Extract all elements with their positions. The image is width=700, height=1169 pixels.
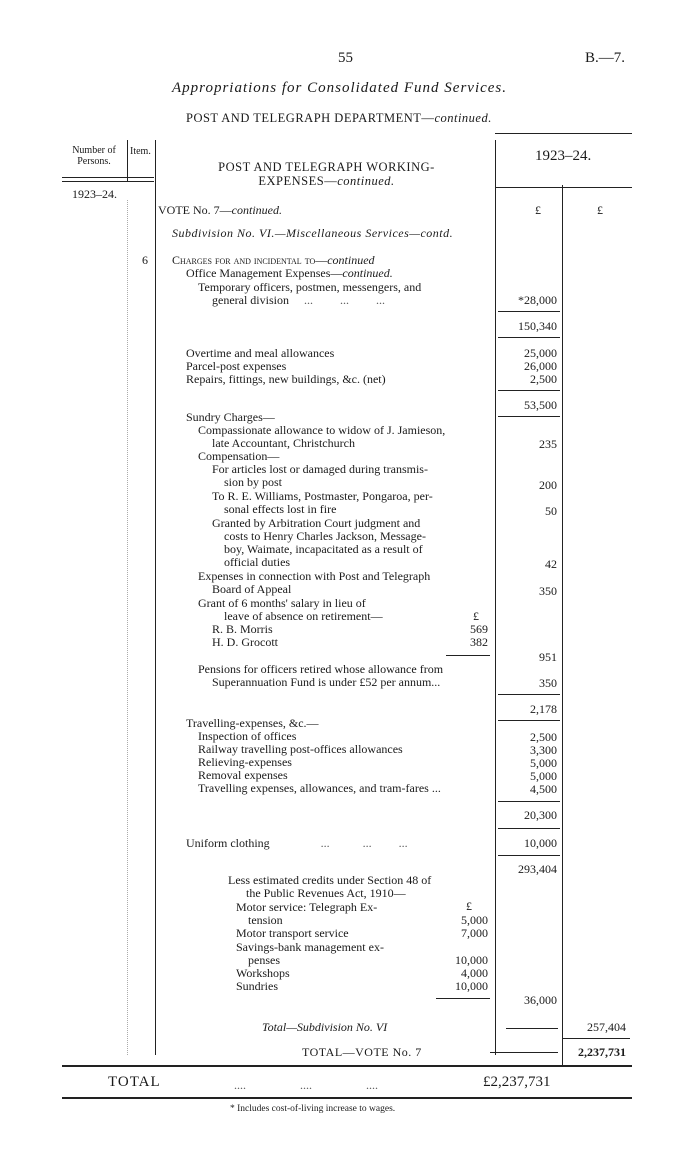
motor-line-1: Motor service: Telegraph Ex- [236,900,378,914]
department-name: POST AND TELEGRAPH DEPARTMENT— [186,111,435,125]
grand-total-amount: £2,237,731 [483,1074,551,1090]
workshops-label: Workshops [236,966,290,980]
transport-label: Motor transport service [236,926,349,940]
leader-dots: ... ... ... [269,836,408,850]
sundry-subtotal: 2,178 [530,702,557,716]
left-columns-rule-1 [62,177,154,178]
motor-amount: 5,000 [461,913,488,927]
pound-header-total-column: £ [597,203,603,217]
department-continued: continued. [434,111,492,125]
uniform-amount: 10,000 [524,836,557,850]
granted-line-4: official duties [224,555,291,569]
leader-dots: ... ... ... [288,293,385,307]
temporary-officers-amount: *28,000 [518,293,557,307]
grand-total-top-rule [62,1065,632,1067]
total-column-left-border [562,185,563,1065]
grocott-amount: 382 [470,635,488,649]
pensions-amount: 350 [539,676,557,690]
railway-label: Railway travelling post-offices allowances [198,742,403,756]
subdivision-total-label: Total—Subdivision No. VI [262,1020,388,1034]
running-total: 293,404 [518,862,557,876]
item-column-dotted-border [127,200,128,1055]
item-header: Item. [130,146,151,157]
number-of-persons-header: Number of Persons. [72,145,116,167]
rule [498,311,560,312]
document-ref: B.—7. [585,50,626,66]
pensions-line-1: Pensions for officers retired whose allowance from [198,662,444,676]
savings-amount: 10,000 [455,953,488,967]
travelling-heading: Travelling-expenses, &c.— [186,716,319,730]
vote-label: VOTE No. 7— [158,203,232,217]
description-column-left-border [155,140,156,1055]
temporary-officers-text: general division [212,293,289,307]
section-heading-line-1: POST AND TELEGRAPH WORKING- [218,160,435,174]
repairs-amount: 2,500 [530,372,557,386]
granted-amount: 42 [545,557,557,571]
rule [498,694,560,695]
parcel-post-label: Parcel-post expenses [186,359,287,373]
rule [498,720,560,721]
credits-pound-sign: £ [466,899,472,913]
amount-column-left-border [495,140,496,1055]
appeal-line-1: Expenses in connection with Post and Telegraph [198,569,431,583]
granted-line-3: boy, Waimate, incapacitated as a result of [224,542,423,556]
page-title: Appropriations for Consolidated Fund Services. [172,80,508,96]
parcel-post-amount: 26,000 [524,359,557,373]
rule [498,416,560,417]
section-heading-expenses: EXPENSES— [258,174,338,188]
grant-line-2: leave of absence on retirement— [224,609,383,623]
rule [498,390,560,391]
section-heading [160,160,493,188]
savings-line-2: penses [248,953,280,967]
subdivision-heading: Subdivision No. VI.—Miscellaneous Services—contd. [172,226,454,240]
temporary-officers-line-2 [212,293,385,307]
sundries-amount: 10,000 [455,979,488,993]
relieving-amount: 5,000 [530,756,557,770]
rule [506,1028,558,1029]
granted-line-2: costs to Henry Charles Jackson, Message- [224,529,426,543]
uniform-text: Uniform clothing [186,836,270,850]
office-management-continued: continued. [342,266,393,280]
sundry-heading: Sundry Charges— [186,410,275,424]
articles-line-2: sion by post [224,475,283,489]
charges-label: Charges for and incidental to— [172,253,328,267]
repairs-label: Repairs, fittings, new buildings, &c. (net) [186,372,386,386]
grant-line-1: Grant of 6 months' salary in lieu of [198,596,366,610]
railway-amount: 3,300 [530,743,557,757]
grant-pound-sign: £ [473,609,479,623]
grant-total: 951 [539,650,557,664]
removal-label: Removal expenses [198,768,288,782]
sundries-label: Sundries [236,979,278,993]
overtime-amount: 25,000 [524,346,557,360]
pensions-line-2: Superannuation Fund is under £52 per annum... [212,675,441,689]
department-heading [186,111,492,126]
item-column-left-border [127,140,128,182]
page-number: 55 [338,50,353,66]
compassionate-line-2: late Accountant, Christchurch [212,436,355,450]
pound-header-amount-column: £ [535,203,541,217]
footnote: * Includes cost-of-living increase to wages. [230,1104,396,1114]
compensation-heading: Compensation— [198,449,280,463]
charges-continued: continued [327,253,375,267]
vote-total-label: TOTAL—VOTE No. 7 [302,1045,422,1059]
articles-amount: 200 [539,478,557,492]
credits-total: 36,000 [524,993,557,1007]
grand-total-bottom-rule [62,1097,632,1099]
rule [498,855,560,856]
credits-line-2: the Public Revenues Act, 1910— [246,886,406,900]
office-management-heading [186,266,393,280]
morris-name: R. B. Morris [212,622,273,636]
rule [490,1052,558,1053]
inspection-label: Inspection of offices [198,729,297,743]
appeal-line-2: Board of Appeal [212,582,292,596]
compassionate-amount: 235 [539,437,557,451]
credits-line-1: Less estimated credits under Section 48 of [228,873,432,887]
rule [562,1038,630,1039]
temporary-officers-line-1: Temporary officers, postmen, messengers, and [198,280,422,294]
right-header-rule [495,187,632,188]
grand-total-label: TOTAL [108,1074,161,1090]
tram-fares-amount: 4,500 [530,782,557,796]
inspection-amount: 2,500 [530,730,557,744]
granted-line-1: Granted by Arbitration Court judgment and [212,516,421,530]
compassionate-line-1: Compassionate allowance to widow of J. Jamieson, [198,423,446,437]
section-heading-continued: continued. [337,174,395,188]
travelling-subtotal: 20,300 [524,808,557,822]
leader-dots: .... .... .... [234,1078,378,1092]
relieving-label: Relieving-expenses [198,755,292,769]
item-number: 6 [142,253,148,267]
workshops-amount: 4,000 [461,966,488,980]
office-management-label: Office Management Expenses— [186,266,343,280]
morris-amount: 569 [470,622,488,636]
section-heading-line-2 [160,174,493,188]
table-top-rule [495,133,632,134]
overtime-label: Overtime and meal allowances [186,346,335,360]
office-management-subtotal: 150,340 [518,319,557,333]
williams-line-1: To R. E. Williams, Postmaster, Pongaroa, per- [212,489,433,503]
left-year-header: 1923–24. [72,187,117,201]
rule [436,998,490,999]
appeal-amount: 350 [539,584,557,598]
charges-heading [172,253,375,267]
williams-amount: 50 [545,504,557,518]
rule [498,337,560,338]
articles-line-1: For articles lost or damaged during transmis- [212,462,428,476]
vote-total-amount: 2,237,731 [578,1045,626,1059]
subdivision-total-amount: 257,404 [587,1020,626,1034]
vote-heading [158,203,282,217]
transport-amount: 7,000 [461,926,488,940]
overtime-subtotal: 53,500 [524,398,557,412]
rule [446,655,490,656]
removal-amount: 5,000 [530,769,557,783]
grocott-name: H. D. Grocott [212,635,278,649]
rule [498,828,560,829]
motor-line-2: tension [248,913,283,927]
vote-continued: continued. [231,203,282,217]
left-columns-rule-2 [62,181,154,182]
rule [498,801,560,802]
right-year-header: 1923–24. [535,148,592,164]
uniform-label [186,836,408,850]
savings-line-1: Savings-bank management ex- [236,940,384,954]
williams-line-2: sonal effects lost in fire [224,502,337,516]
tram-fares-label: Travelling expenses, allowances, and tram-fares ... [198,781,441,795]
